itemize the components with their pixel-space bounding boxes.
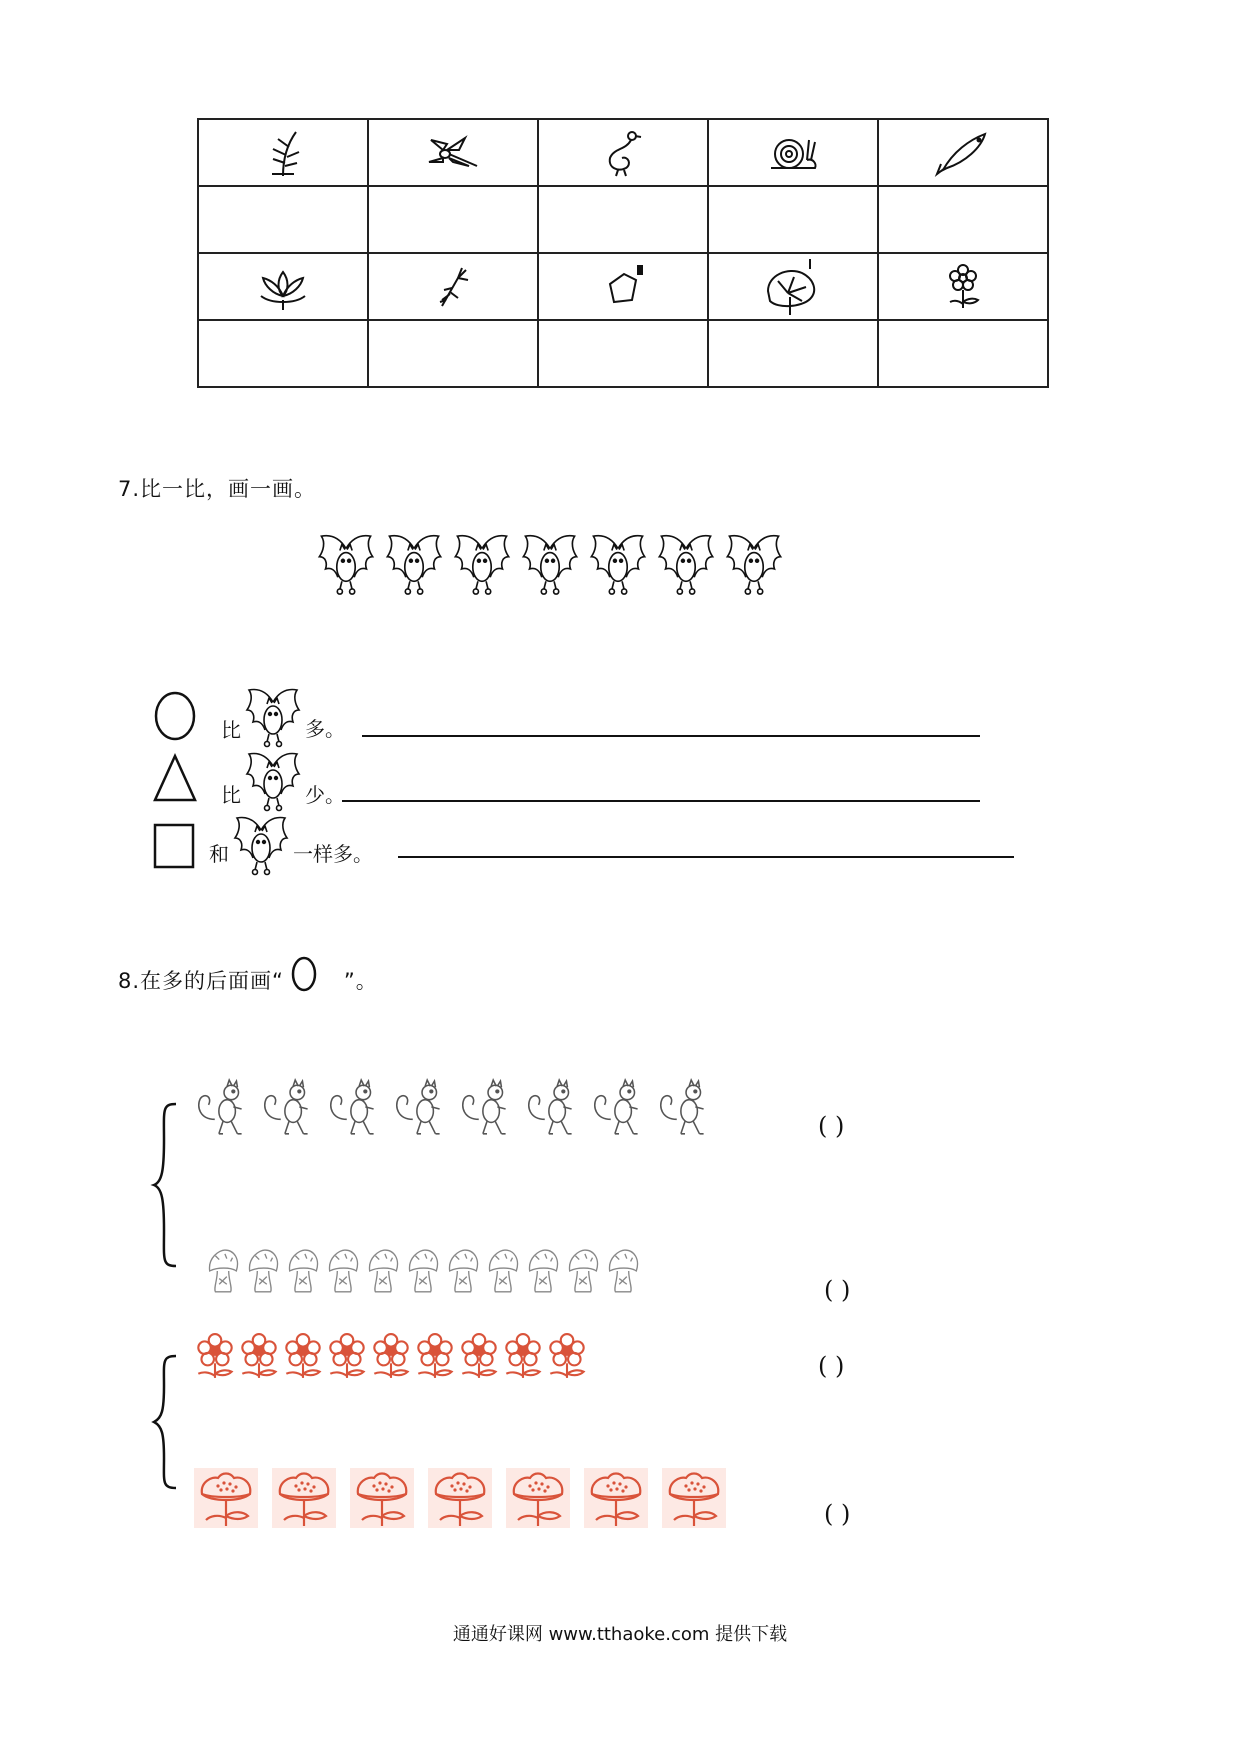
big-flower-row (194, 1468, 740, 1532)
question-8-text: ”。 (343, 969, 378, 993)
fish-icon (933, 128, 993, 178)
answer-cell[interactable] (198, 320, 368, 387)
small-flower-icon (238, 1332, 280, 1384)
answer-cell[interactable] (878, 186, 1048, 253)
table-row (198, 186, 1048, 253)
answer-parens[interactable]: ( ) (818, 1112, 845, 1140)
answer-cell[interactable] (198, 186, 368, 253)
flower-icon (938, 262, 988, 312)
answer-parens[interactable]: ( ) (824, 1276, 851, 1304)
mushroom-icon (524, 1245, 562, 1299)
picture-table (197, 118, 1049, 388)
duck-icon (598, 128, 648, 178)
mushroom-icon (604, 1245, 642, 1299)
compare-word: 比 (221, 718, 241, 742)
answer-parens[interactable]: ( ) (818, 1352, 845, 1380)
answer-cell[interactable] (708, 186, 878, 253)
table-cell (538, 253, 708, 320)
plant-icon (258, 128, 308, 178)
table-cell (708, 119, 878, 186)
bat-row (315, 528, 791, 614)
lotus-leaf-icon (758, 257, 828, 317)
table-cell (368, 119, 538, 186)
brace-icon (150, 1352, 180, 1492)
table-cell (538, 119, 708, 186)
squirrel-icon (588, 1078, 650, 1144)
bat-icon (451, 528, 513, 614)
answer-cell[interactable] (878, 320, 1048, 387)
answer-cell[interactable] (368, 320, 538, 387)
mushroom-icon (444, 1245, 482, 1299)
squirrel-icon (654, 1078, 716, 1144)
squirrel-icon (258, 1078, 320, 1144)
compare-word: 和 (209, 842, 229, 866)
big-flower-icon (428, 1468, 492, 1532)
small-flower-icon (326, 1332, 368, 1384)
bat-icon (519, 528, 581, 614)
answer-line[interactable] (362, 735, 980, 737)
squirrel-icon (192, 1078, 254, 1144)
table-cell (198, 119, 368, 186)
big-flower-icon (662, 1468, 726, 1532)
bat-icon (587, 528, 649, 614)
compare-result: 一样多。 (293, 842, 373, 866)
question-8-title (118, 956, 378, 996)
footer-text: 通通好课网 www.tthaoke.com 提供下载 (452, 1624, 788, 1645)
bat-icon (723, 528, 785, 614)
mushroom-icon (284, 1245, 322, 1299)
answer-line[interactable] (398, 856, 1014, 858)
mushroom-icon (244, 1245, 282, 1299)
square-shape (152, 822, 196, 870)
bat-icon (230, 810, 292, 894)
crab-icon (428, 262, 478, 312)
compare-result: 少。 (305, 783, 345, 807)
big-flower-icon (272, 1468, 336, 1532)
compare-word: 比 (221, 783, 241, 807)
circle-shape (153, 690, 197, 742)
small-flower-icon (414, 1332, 456, 1384)
mushroom-icon (324, 1245, 362, 1299)
oval-shape (284, 956, 344, 996)
small-flower-icon (282, 1332, 324, 1384)
table-cell (368, 253, 538, 320)
answer-cell[interactable] (708, 320, 878, 387)
table-cell (708, 253, 878, 320)
mushroom-icon (484, 1245, 522, 1299)
stone-icon (598, 262, 648, 312)
small-flower-icon (502, 1332, 544, 1384)
big-flower-icon (584, 1468, 648, 1532)
mushroom-row (204, 1245, 644, 1299)
squirrel-icon (522, 1078, 584, 1144)
big-flower-icon (350, 1468, 414, 1532)
question-8-text: 8.在多的后面画“ (118, 969, 284, 993)
squirrel-row (192, 1078, 720, 1144)
mushroom-icon (564, 1245, 602, 1299)
table-cell (198, 253, 368, 320)
compare-result: 多。 (305, 717, 345, 741)
question-7-title: 7.比一比，画一画。 (118, 477, 317, 501)
snail-icon (763, 128, 823, 178)
squirrel-icon (390, 1078, 452, 1144)
mushroom-icon (404, 1245, 442, 1299)
bat-icon (383, 528, 445, 614)
small-flower-row (194, 1332, 590, 1384)
small-flower-icon (370, 1332, 412, 1384)
answer-parens[interactable]: ( ) (824, 1500, 851, 1528)
bat-icon (315, 528, 377, 614)
answer-cell[interactable] (368, 186, 538, 253)
big-flower-icon (194, 1468, 258, 1532)
squirrel-icon (456, 1078, 518, 1144)
answer-cell[interactable] (538, 320, 708, 387)
small-flower-icon (546, 1332, 588, 1384)
mushroom-icon (204, 1245, 242, 1299)
table-row (198, 320, 1048, 387)
squirrel-icon (324, 1078, 386, 1144)
big-flower-icon (506, 1468, 570, 1532)
table-cell (878, 119, 1048, 186)
small-flower-icon (458, 1332, 500, 1384)
answer-cell[interactable] (538, 186, 708, 253)
small-flower-icon (194, 1332, 236, 1384)
mushroom-icon (364, 1245, 402, 1299)
answer-line[interactable] (342, 800, 980, 802)
table-row (198, 119, 1048, 186)
dragonfly-icon (423, 130, 483, 175)
bat-icon (655, 528, 717, 614)
triangle-shape (152, 752, 198, 804)
table-cell (878, 253, 1048, 320)
table-row (198, 253, 1048, 320)
lotus-icon (253, 262, 313, 312)
brace-icon (150, 1100, 180, 1270)
